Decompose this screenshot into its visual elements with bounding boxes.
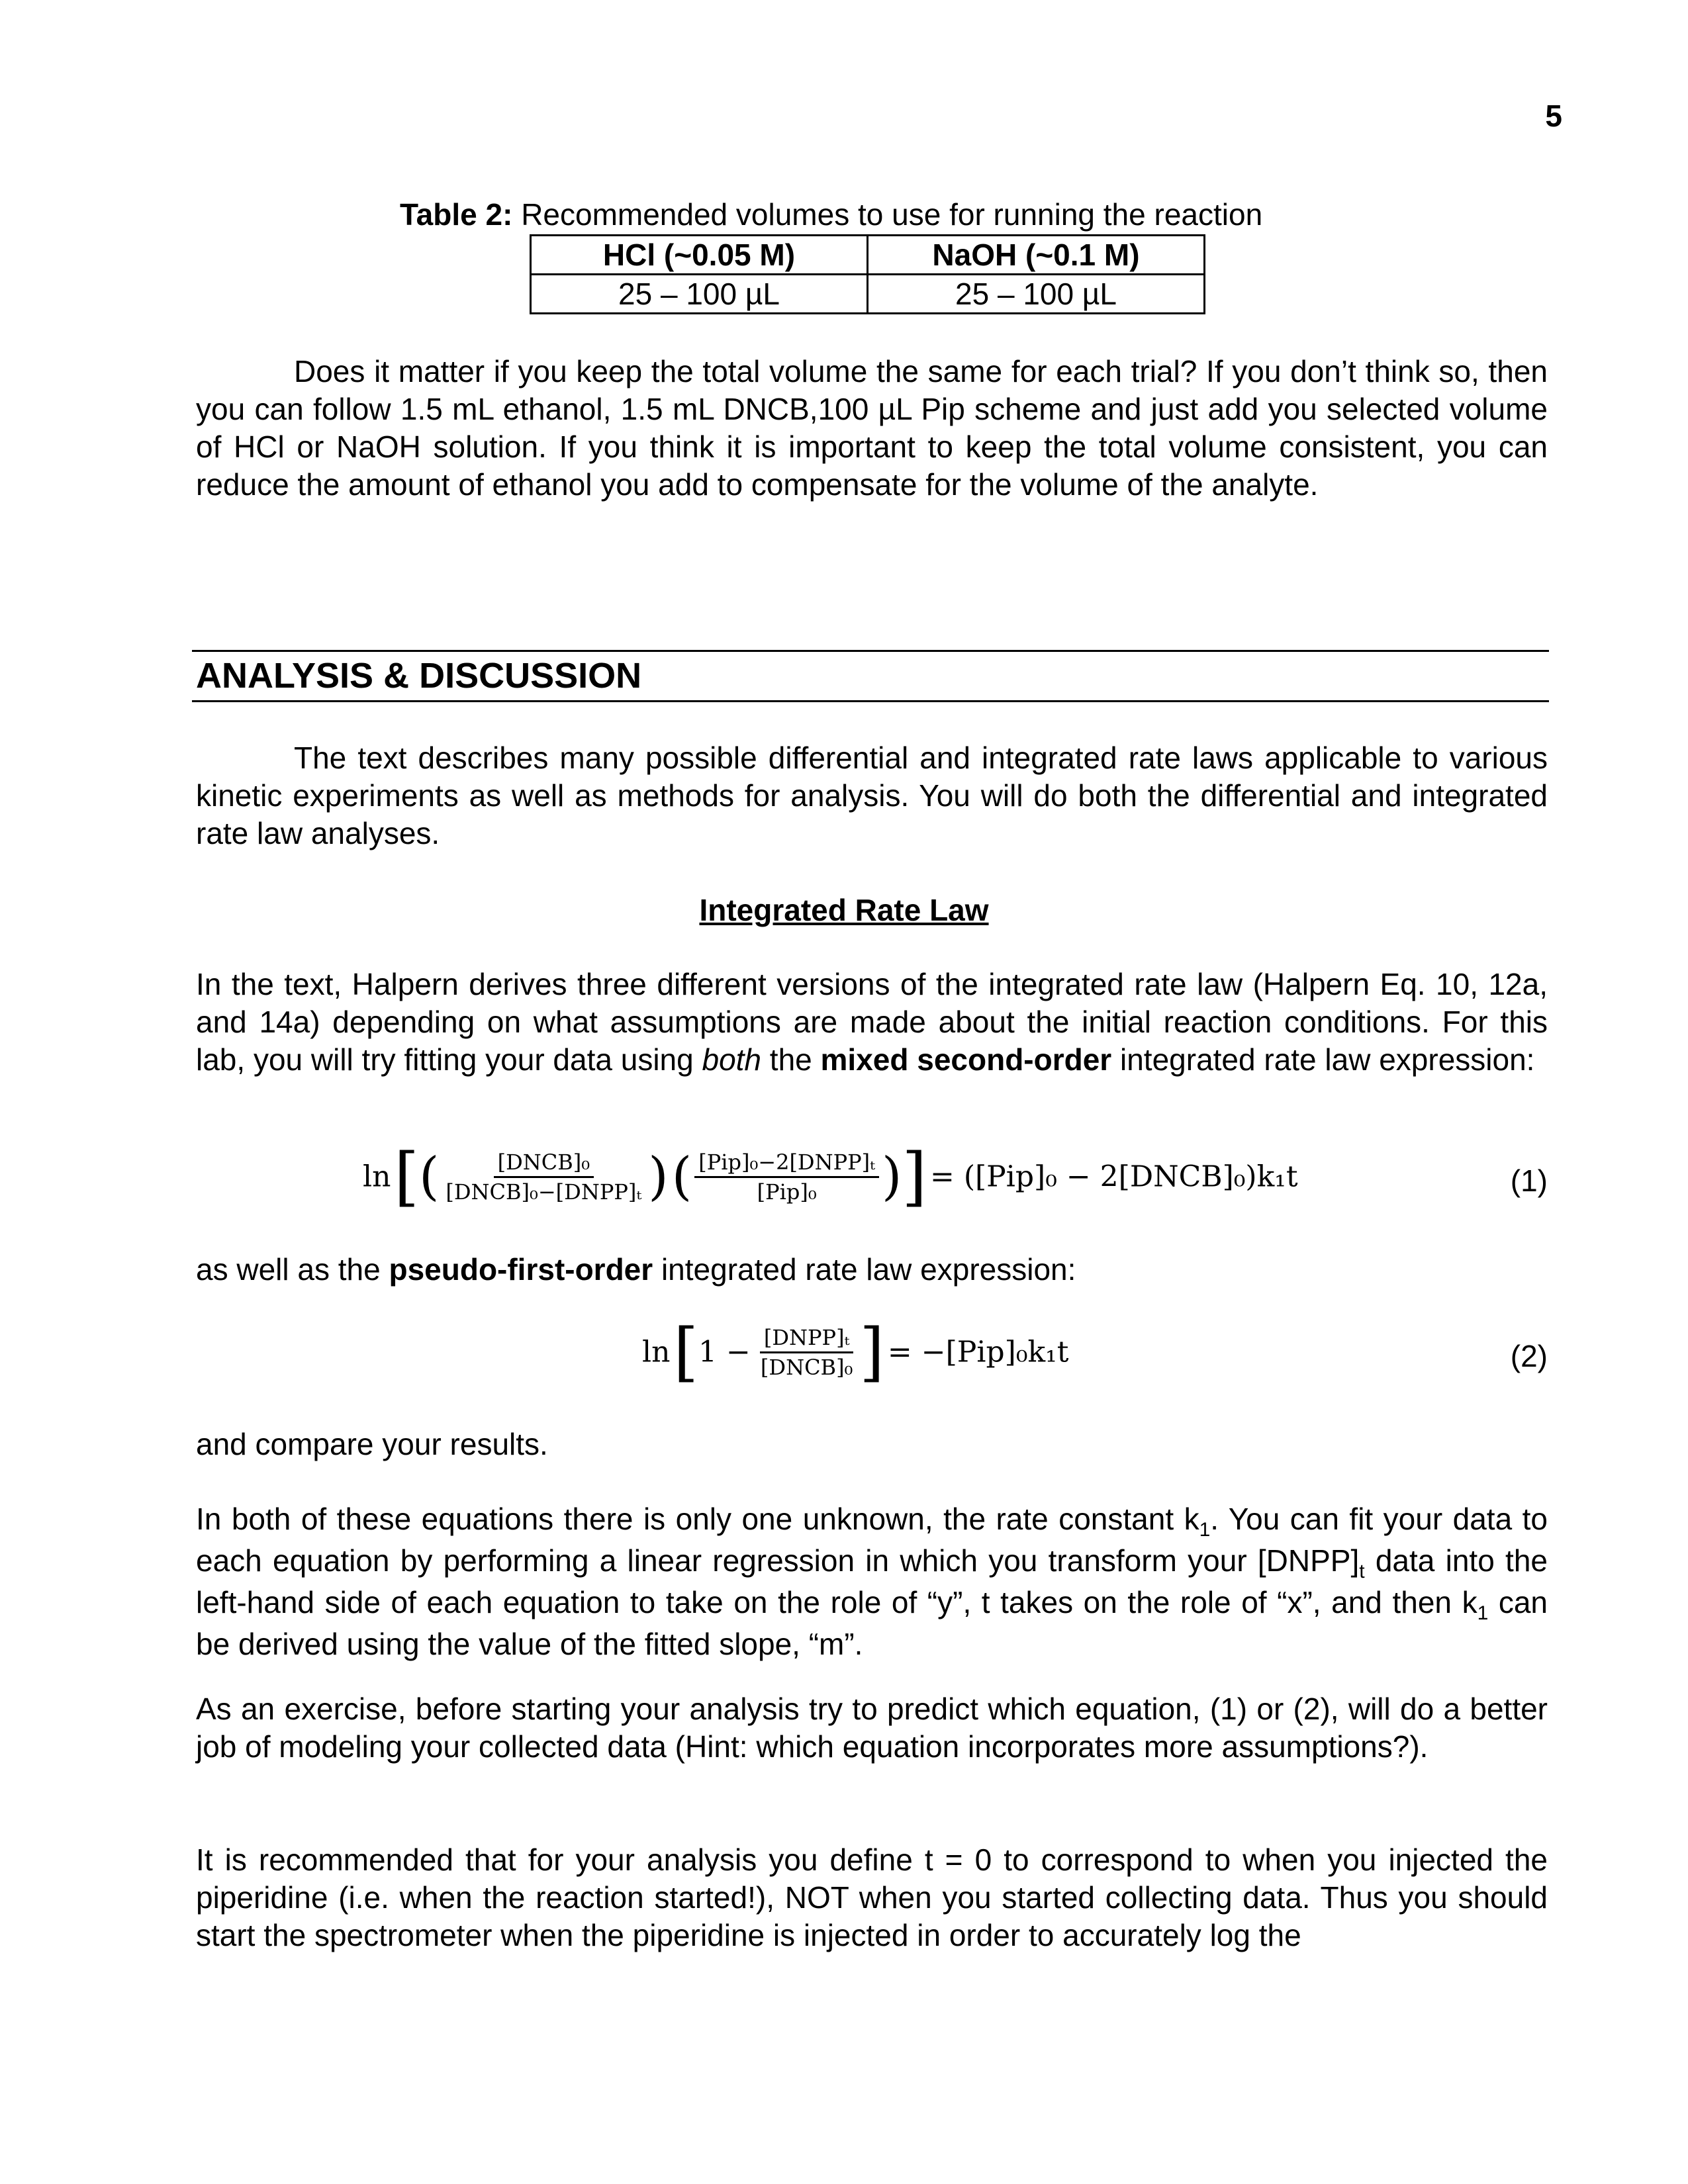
volumes-table <box>530 234 1205 314</box>
halpern-text-after: integrated rate law expression: <box>1111 1042 1535 1077</box>
table-header-hcl: HCl (~0.05 M) <box>531 236 868 275</box>
unknown-text-4: can be derived using the value of the fitted slope, “m”. <box>196 1585 1548 1661</box>
paragraph-intro: The text describes many possible differential and integrated rate laws applicable to various kinetic experiments as well as methods for analysis. You will do both the differential and integrated rate law analyses. <box>196 741 1548 850</box>
eq1-close-bracket: ] <box>902 1140 927 1214</box>
paragraph-exercise: As an exercise, before starting your analysis try to predict which equation, (1) or (2), will do a better job of modeling your collected data (Hint: which equation incorporates more assumptions?). <box>196 1692 1548 1764</box>
eq1-f1-numerator: [DNCB]₀ <box>494 1150 594 1178</box>
table-cell-hcl-volume: 25 – 100 µL <box>531 275 868 314</box>
unknown-subscript-2: 1 <box>1477 1602 1489 1624</box>
paragraph-recommendation: It is recommended that for your analysis you define t = 0 to correspond to when you injected the piperidine (i.e. when the reaction started!), NOT when you started collecting data. Thus you should start the spectrometer when the piperidine is injected in order to accurately log the <box>196 1843 1548 1952</box>
eq1-close-paren-1: ) <box>648 1147 669 1206</box>
table-caption-text: Recommended volumes to use for running the reaction <box>521 197 1263 232</box>
unknown-text-1: In both of these equations there is only one unknown, the rate constant k <box>196 1502 1199 1536</box>
table-caption <box>400 196 1262 234</box>
equation-number-2: (2) <box>1510 1339 1548 1373</box>
unknown-text-2: . You can fit your data to each equation by performing a linear regression in which you transform your [DNPP] <box>196 1502 1548 1578</box>
equation-number-1: (1) <box>1510 1163 1548 1198</box>
section-heading: ANALYSIS & DISCUSSION <box>196 656 642 696</box>
eq1-open-bracket: [ <box>394 1140 419 1214</box>
eq1-fraction-1 <box>442 1150 645 1205</box>
table-cell-naoh-volume: 25 – 100 µL <box>868 275 1205 314</box>
eq1-open-paren-1: ( <box>418 1147 440 1206</box>
eq2-close-bracket: ] <box>859 1315 884 1389</box>
section-rule-top <box>192 650 1549 652</box>
eq2-one-minus: 1 − <box>698 1335 751 1369</box>
halpern-text-bold: mixed second-order <box>820 1042 1112 1077</box>
paragraph-pseudo-first-order <box>196 1251 1548 1289</box>
eq2-denominator: [DNCB]₀ <box>760 1354 853 1380</box>
eq1-right-hand-side: = ([Pip]₀ − 2[DNCB]₀)k₁t <box>930 1160 1298 1194</box>
paragraph-total-volume: Does it matter if you keep the total volume the same for each trial? If you don’t think so, then you can follow 1.5 mL ethanol, 1.5 mL DNCB,100 µL Pip scheme and just add you selected volume of HCl or NaOH solution. If you think it is important to keep the total volume consistent, you can reduce the amount of ethanol you add to compensate for the volume of the analyte. <box>196 354 1548 502</box>
eq2-ln: ln <box>642 1335 671 1369</box>
eq2-right-hand-side: = −[Pip]₀k₁t <box>887 1335 1069 1369</box>
halpern-text-middle: the <box>761 1042 821 1077</box>
unknown-subscript-1: 1 <box>1199 1519 1211 1541</box>
halpern-text-italic: both <box>702 1042 762 1077</box>
pseudo-text-after: integrated rate law expression: <box>653 1252 1076 1287</box>
eq1-f2-denominator: [Pip]₀ <box>757 1179 817 1205</box>
eq1-f2-numerator: [Pip]₀−2[DNPP]ₜ <box>694 1150 879 1178</box>
page-number: 5 <box>1545 99 1562 133</box>
table-header-naoh: NaOH (~0.1 M) <box>868 236 1205 275</box>
equation-mixed-second-order <box>363 1140 1298 1214</box>
unknown-subscript-t: t <box>1359 1561 1365 1582</box>
eq1-close-paren-2: ) <box>882 1147 902 1206</box>
equation-pseudo-first-order <box>642 1315 1069 1389</box>
pseudo-text-bold: pseudo-first-order <box>389 1252 653 1287</box>
eq2-fraction <box>757 1325 857 1380</box>
eq1-open-paren-2: ( <box>671 1147 692 1206</box>
eq1-fraction-2 <box>694 1150 879 1205</box>
unknown-text-3: data into the left-hand side of each equation to take on the role of “y”, t takes on the role of “x”, and then k <box>196 1543 1548 1619</box>
halpern-text-before: In the text, Halpern derives three different versions of the integrated rate law (Halpern Eq. 10, 12a, and 14a) depending on what assumptions are made about the initial reaction conditions. For this lab, you will try fitting your data using <box>196 967 1548 1077</box>
eq1-f1-denominator: [DNCB]₀−[DNPP]ₜ <box>445 1179 642 1205</box>
subheading-integrated-rate-law: Integrated Rate Law <box>699 893 989 927</box>
eq2-numerator: [DNPP]ₜ <box>760 1325 854 1353</box>
table-label: Table 2: <box>400 197 513 232</box>
pseudo-text-before: as well as the <box>196 1252 389 1287</box>
eq1-ln: ln <box>363 1160 391 1194</box>
paragraph-unknown-rate-constant <box>196 1500 1548 1663</box>
eq2-open-bracket: [ <box>673 1315 698 1389</box>
paragraph-halpern <box>196 966 1548 1079</box>
section-rule-bottom <box>192 700 1549 702</box>
paragraph-compare: and compare your results. <box>196 1427 548 1461</box>
